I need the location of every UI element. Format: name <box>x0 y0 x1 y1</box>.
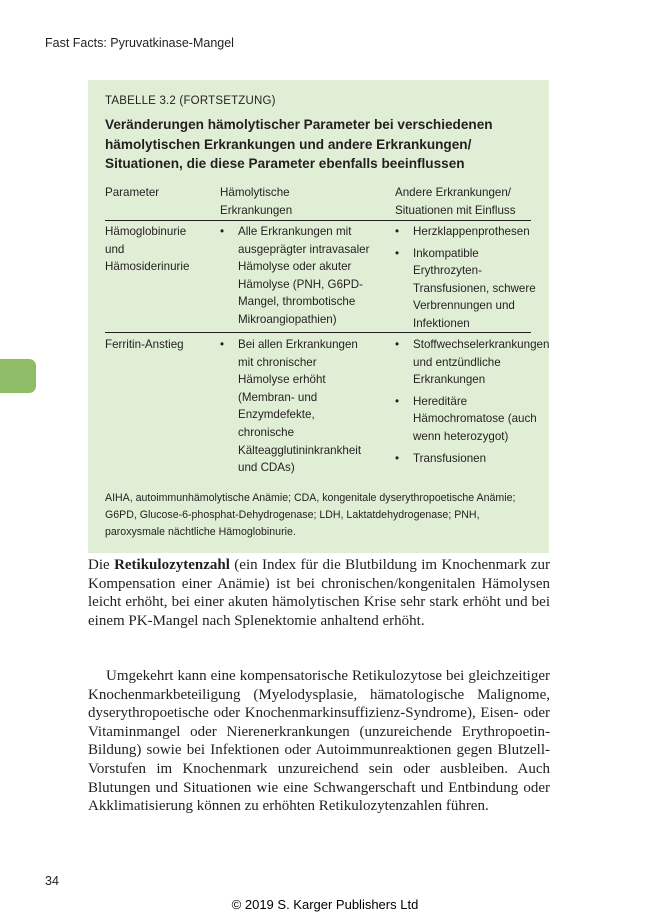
bold-term: Retikulozytenzahl <box>114 557 230 573</box>
body-paragraph-2: Umgekehrt kann eine kompensatorische Retikulozytose bei gleichzeitiger Knochenmarkbeteiligung (Myelodysplasie, hämatologische Malignome, dyserythropoetische oder Knochenmarkinsuffizienz-Syndrome), Eisen- oder Vitaminmangel oder Nierenerkrankungen (unzureichende Erythropoetin-Bildung) sowie bei Infektionen oder Autoimmunreaktionen gegen Blutzell-Vorstufen im Knochenmark unzureichend sein oder ausbleiben. Auch Blutungen und Situationen wie eine Schwangerschaft und Entbindung oder Akklimatisierung können zu erhöhten Retikulozytenzahlen führen. <box>88 668 550 815</box>
row-1-parameter: Hämoglobinurie und Hämosiderinurie <box>105 225 190 274</box>
row-2-other-list <box>395 336 550 471</box>
table-caption: TABELLE 3.2 (FORTSETZUNG) <box>105 95 276 107</box>
row-1-hemolytic-list <box>220 223 370 333</box>
list-item: • Stoffwechselerkrankungen und entzündliche Erkrankungen <box>395 338 550 387</box>
row-2-hemolytic-list <box>220 336 370 481</box>
row-1-other-list <box>395 223 540 337</box>
paragraph-text: Die <box>88 557 115 573</box>
list-item: • Hereditäre Hämochromatose (auch wenn heterozygot) <box>395 394 537 443</box>
list-item: • Transfusionen <box>395 451 487 465</box>
body-paragraph-1 <box>88 556 550 630</box>
column-header-hemolytic: Hämolytische Erkrankungen <box>220 186 293 217</box>
chapter-side-tab <box>0 359 36 393</box>
copyright-notice: © 2019 S. Karger Publishers Ltd <box>231 897 419 912</box>
running-header: Fast Facts: Pyruvatkinase-Mangel <box>45 36 234 50</box>
header-rule <box>105 220 531 221</box>
list-item: • Alle Erkrankungen mit ausgeprägter intravasaler Hämolyse oder akuter Hämolyse (PNH, G6PD-Mangel, thrombotische Mikroangiopathien) <box>220 225 370 326</box>
column-header-other: Andere Erkrankungen/ Situationen mit Einfluss <box>395 186 516 217</box>
table-footnote: AIHA, autoimmunhämolytische Anämie; CDA, kongenitale dyserythropoetische Anämie; G6PD, Glucose-6-phosphat-Dehydrogenase; LDH, Laktatdehydrogenase; PNH, paroxysmale nächtliche Hämoglobinurie. <box>105 492 516 538</box>
paragraph-text: (ein Index für die Blutbildung im Knochenmark zur Kompensation einer Anämie) ist bei chronischen/kongenitalen Hämolysen leicht erhöht, bei einer akuten hämolytischen Krise sehr stark erhöht und bei einem PK-Mangel nach Splenektomie anhaltend erhöht. <box>88 557 550 629</box>
table-title: Veränderungen hämolytischer Parameter bei verschiedenen hämolytischen Erkrankungen und andere Erkrankungen/ Situationen, die diese Parameter ebenfalls beeinflussen <box>105 117 493 171</box>
table-panel <box>88 80 549 553</box>
column-header-parameter: Parameter <box>105 186 160 199</box>
list-item: • Herzklappenprothesen <box>395 225 530 238</box>
row-divider <box>105 332 531 333</box>
list-item: • Bei allen Erkrankungen mit chronischer Hämolyse erhöht (Membran- und Enzymdefekte, chronische Kälteagglutininkrankheit und CDAs) <box>220 338 362 475</box>
page-number: 34 <box>45 874 59 888</box>
list-item: • Inkompatible Erythrozyten-Transfusionen, schwere Verbrennungen und Infektionen <box>395 246 536 330</box>
row-2-parameter: Ferritin-Anstieg <box>105 338 184 351</box>
